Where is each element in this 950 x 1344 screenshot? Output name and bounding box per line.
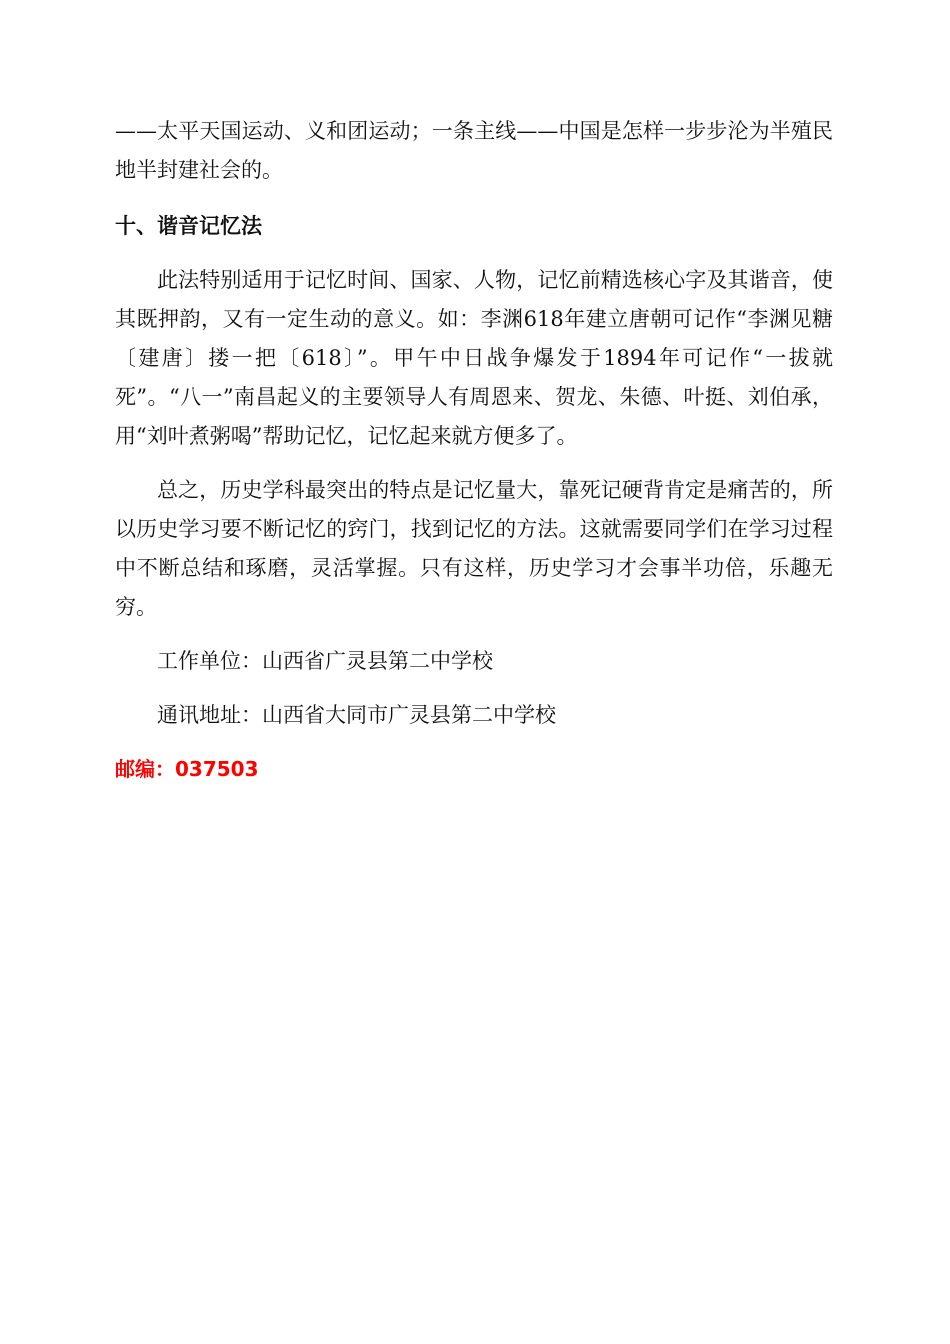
homophone-method-paragraph: 此法特别适用于记忆时间、国家、人物，记忆前精选核心字及其谐音，使其既押韵，又有一定生动的意义。如：李渊618年建立唐朝可记作“李渊见糖〔建唐〕搂一把〔618〕”。甲午中日战争爆发于1894年可记作“一拔就死”。“八一”南昌起义的主要领导人有周恩来、贺龙、朱德、叶挺、刘伯承，用“刘叶煮粥喝”帮助记忆，记忆起来就方便多了。 — [115, 268, 833, 448]
work-unit-line: 工作单位：山西省广灵县第二中学校 — [157, 649, 493, 673]
intro-continuation-paragraph: ——太平天国运动、义和团运动；一条主线——中国是怎样一步步沦为半殖民地半封建社会的。 — [115, 119, 833, 182]
section-heading: 十、谐音记忆法 — [115, 214, 262, 238]
postcode-line: 邮编：037503 — [115, 757, 259, 781]
summary-paragraph: 总之，历史学科最突出的特点是记忆量大，靠死记硬背肯定是痛苦的，所以历史学习要不断记忆的窍门，找到记忆的方法。这就需要同学们在学习过程中不断总结和琢磨，灵活掌握。只有这样，历史学习才会事半功倍，乐趣无穷。 — [115, 478, 833, 619]
mailing-address-line: 通讯地址：山西省大同市广灵县第二中学校 — [157, 703, 556, 727]
document-body — [115, 112, 833, 789]
